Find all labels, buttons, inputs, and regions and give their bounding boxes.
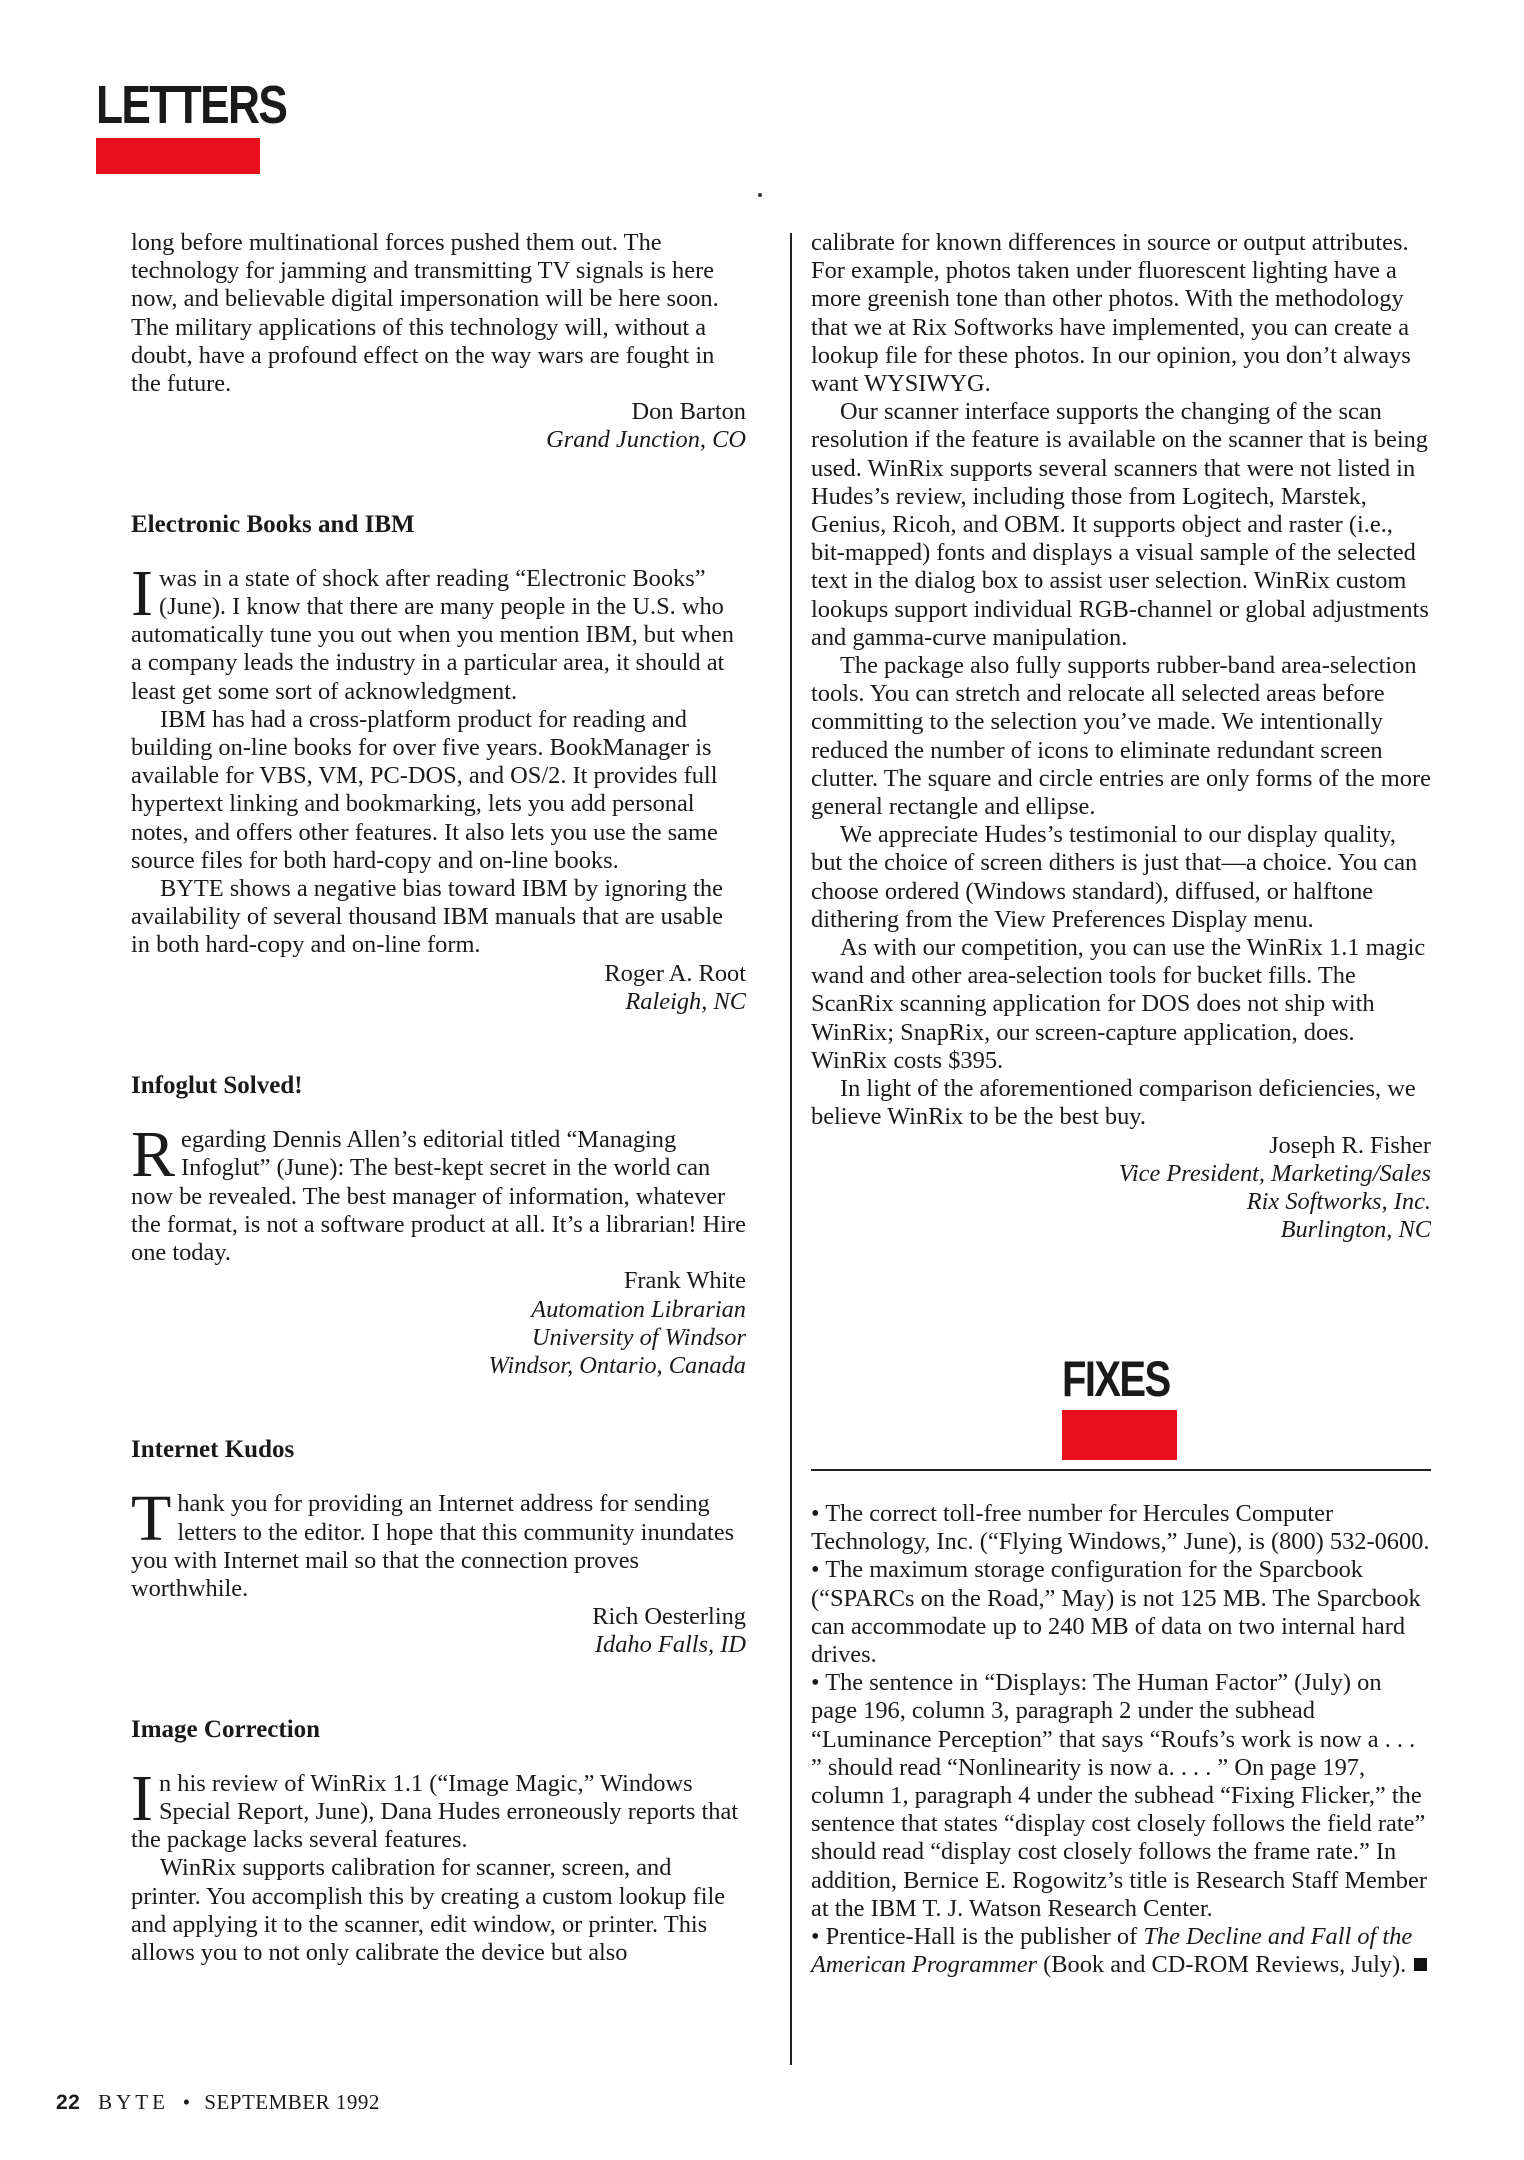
magazine-name: BYTE [98, 2090, 169, 2114]
fix-item: • The sentence in “Displays: The Human Factor” (July) on page 196, column 3, paragraph 2 under the subhead “Luminance Perception” that says “Roufs’s work is now a . . . ” should read “Nonlinearity is now a. . . . ” On page 197, column 1, paragraph 4 under the subhead “Fixing Flicker,” the sentence that states “display cost closely follows the field rate” should read “display cost closely follows the frame rate.” In addition, Bernice E. Rogowitz’s title is Research Staff Member at the IBM T. J. Watson Research Center. [811, 1669, 1427, 1922]
letter-paragraph: Regarding Dennis Allen’s editorial titled “Managing Infoglut” (June): The best-kept secret in the world can now be revealed. The best manager of information, whatever the format, is not a software product at all. It’s a librarian! Hire one today. [131, 1118, 746, 1267]
signature-title: Automation Librarian [531, 1295, 746, 1323]
intro-paragraph: long before multinational forces pushed them out. The technology for jamming and transmitting TV signals is here now, and believable digital impersonation will be here soon. The military applications of this technology will, without a doubt, have a profound effect on the way wars are fought in the future. [131, 229, 719, 398]
letter-paragraph: WinRix supports calibration for scanner, screen, and printer. You accomplish this by creating a custom lookup file and applying it to the scanner, edit window, or printer. This allows you to not only calibrate the device but also [131, 1854, 726, 1966]
signature-name: Rich Oesterling [592, 1603, 746, 1631]
fixes-list [811, 1500, 1431, 1979]
signature-place: Grand Junction, CO [546, 426, 746, 454]
letter-title: Image Correction [131, 1715, 321, 1743]
letter-signature [131, 1603, 746, 1659]
end-mark-icon [1414, 1958, 1427, 1971]
drop-cap: R [131, 1118, 176, 1192]
drop-cap: T [131, 1482, 172, 1556]
letter-paragraph: Iwas in a state of shock after reading “Electronic Books” (June). I know that there are many people in the U.S. who automatically tune you out when you mention IBM, but when a company leads the industry in a particular area, it should at least get some sort of acknowledgment. [131, 556, 734, 705]
signature-title: Vice President, Marketing/Sales [1118, 1159, 1431, 1187]
letter-paragraph: IBM has had a cross-platform product for reading and building on-line books for over five years. BookManager is available for VBS, VM, PC-DOS, and OS/2. It provides full hypertext linking and bookmarking, lets you add personal notes, and offers other features. It also lets you use the same source files for both hard-copy and on-line books. [131, 705, 718, 874]
fixes-title: FIXES [1062, 1351, 1170, 1407]
letter-paragraph: We appreciate Hudes’s testimonial to our display quality, but the choice of screen dithers is just that—a choice. You can choose ordered (Windows standard), diffused, or halftone dithering from the View Preferences Display menu. [811, 821, 1418, 933]
signature-name: Frank White [623, 1267, 746, 1295]
fixes-rule [811, 1469, 1431, 1471]
fix-item: • Prentice-Hall is the publisher of The Decline and Fall of the American Programmer (Book and CD-ROM Reviews, July). [811, 1923, 1431, 1979]
intro-signature [131, 398, 746, 454]
letter-signature [131, 960, 746, 1016]
left-column [131, 229, 746, 1967]
letter-paragraph: Thank you for providing an Internet address for sending letters to the editor. I hope that this community inundates you with Internet mail so that the connection proves worthwhile. [131, 1482, 735, 1602]
signature-place: Burlington, NC [1280, 1216, 1431, 1244]
letter-paragraph: As with our competition, you can use the WinRix 1.1 magic wand and other area-selection tools for bucket fills. The ScanRix scanning application for DOS does not ship with WinRix; SnapRix, our screen-capture application, does. WinRix costs $395. [811, 934, 1426, 1074]
drop-cap: I [131, 556, 153, 630]
letter-title: Electronic Books and IBM [131, 510, 415, 538]
page-number: 22 [56, 2091, 81, 2114]
signature-org: University of Windsor [531, 1323, 746, 1351]
signature-name: Roger A. Root [604, 959, 746, 987]
letter-signature [131, 1267, 746, 1380]
page-footer [56, 2090, 380, 2115]
column-divider [790, 233, 792, 2065]
letters-section-heading [96, 75, 328, 174]
letter-paragraph: In his review of WinRix 1.1 (“Image Magic,” Windows Special Report, June), Dana Hudes erroneously reports that the package lacks several features. [131, 1761, 739, 1854]
fix-item: • The correct toll-free number for Hercules Computer Technology, Inc. (“Flying Windows,” June), is (800) 532-0600. [811, 1500, 1430, 1556]
fix-item: • The maximum storage configuration for the Sparcbook (“SPARCs on the Road,” May) is not 125 MB. The Sparcbook can accommodate up to 240 MB of data on two internal hard drives. [811, 1556, 1421, 1669]
letter-paragraph: The package also fully supports rubber-band area-selection tools. You can stretch and relocate all selected areas before committing to the selection you’ve made. We intentionally reduced the number of icons to eliminate redundant screen clutter. The square and circle entries are only forms of the more general rectangle and ellipse. [811, 652, 1431, 821]
letter-paragraph: Our scanner interface supports the changing of the scan resolution if the feature is available on the scanner that is being used. WinRix supports several scanners that were not listed in Hudes’s review, including those from Logitech, Marstek, Genius, Ricoh, and OBM. It supports object and raster (i.e., bit-mapped) fonts and displays a visual sample of the selected text in the dialog box to assist user selection. WinRix custom lookups support individual RGB-channel or global adjustments and gamma-curve manipulation. [811, 398, 1429, 651]
letter-signature [811, 1132, 1431, 1245]
right-column [811, 229, 1431, 1244]
letter-title: Infoglut Solved! [131, 1072, 303, 1100]
signature-name: Joseph R. Fisher [1269, 1131, 1431, 1159]
book-title: The Decline and Fall of the American Programmer [811, 1923, 1413, 1979]
fixes-section-heading [1062, 1351, 1196, 1460]
issue-date: SEPTEMBER 1992 [204, 2090, 380, 2114]
decorative-dot [758, 193, 762, 197]
letter-title: Internet Kudos [131, 1436, 295, 1464]
signature-name: Don Barton [631, 398, 746, 426]
letter-paragraph: calibrate for known differences in source or output attributes. For example, photos taken under fluorescent lighting have a more greenish tone than other photos. With the methodology that we at Rix Softworks have implemented, you can create a lookup file for these photos. In our opinion, you don’t always want WYSIWYG. [811, 229, 1411, 398]
letters-red-bar [96, 138, 260, 174]
fixes-red-bar [1062, 1410, 1177, 1460]
drop-cap: I [131, 1761, 153, 1835]
signature-org: Rix Softworks, Inc. [1246, 1187, 1431, 1215]
signature-place: Raleigh, NC [625, 987, 746, 1015]
signature-place: Idaho Falls, ID [594, 1631, 746, 1659]
letters-title: LETTERS [96, 75, 287, 135]
letter-paragraph: In light of the aforementioned comparison deficiencies, we believe WinRix to be the best buy. [811, 1075, 1416, 1131]
signature-place: Windsor, Ontario, Canada [488, 1351, 746, 1379]
letter-paragraph: BYTE shows a negative bias toward IBM by ignoring the availability of several thousand IBM manuals that are usable in both hard-copy and on-line form. [131, 875, 723, 959]
footer-separator: • [182, 2090, 191, 2114]
